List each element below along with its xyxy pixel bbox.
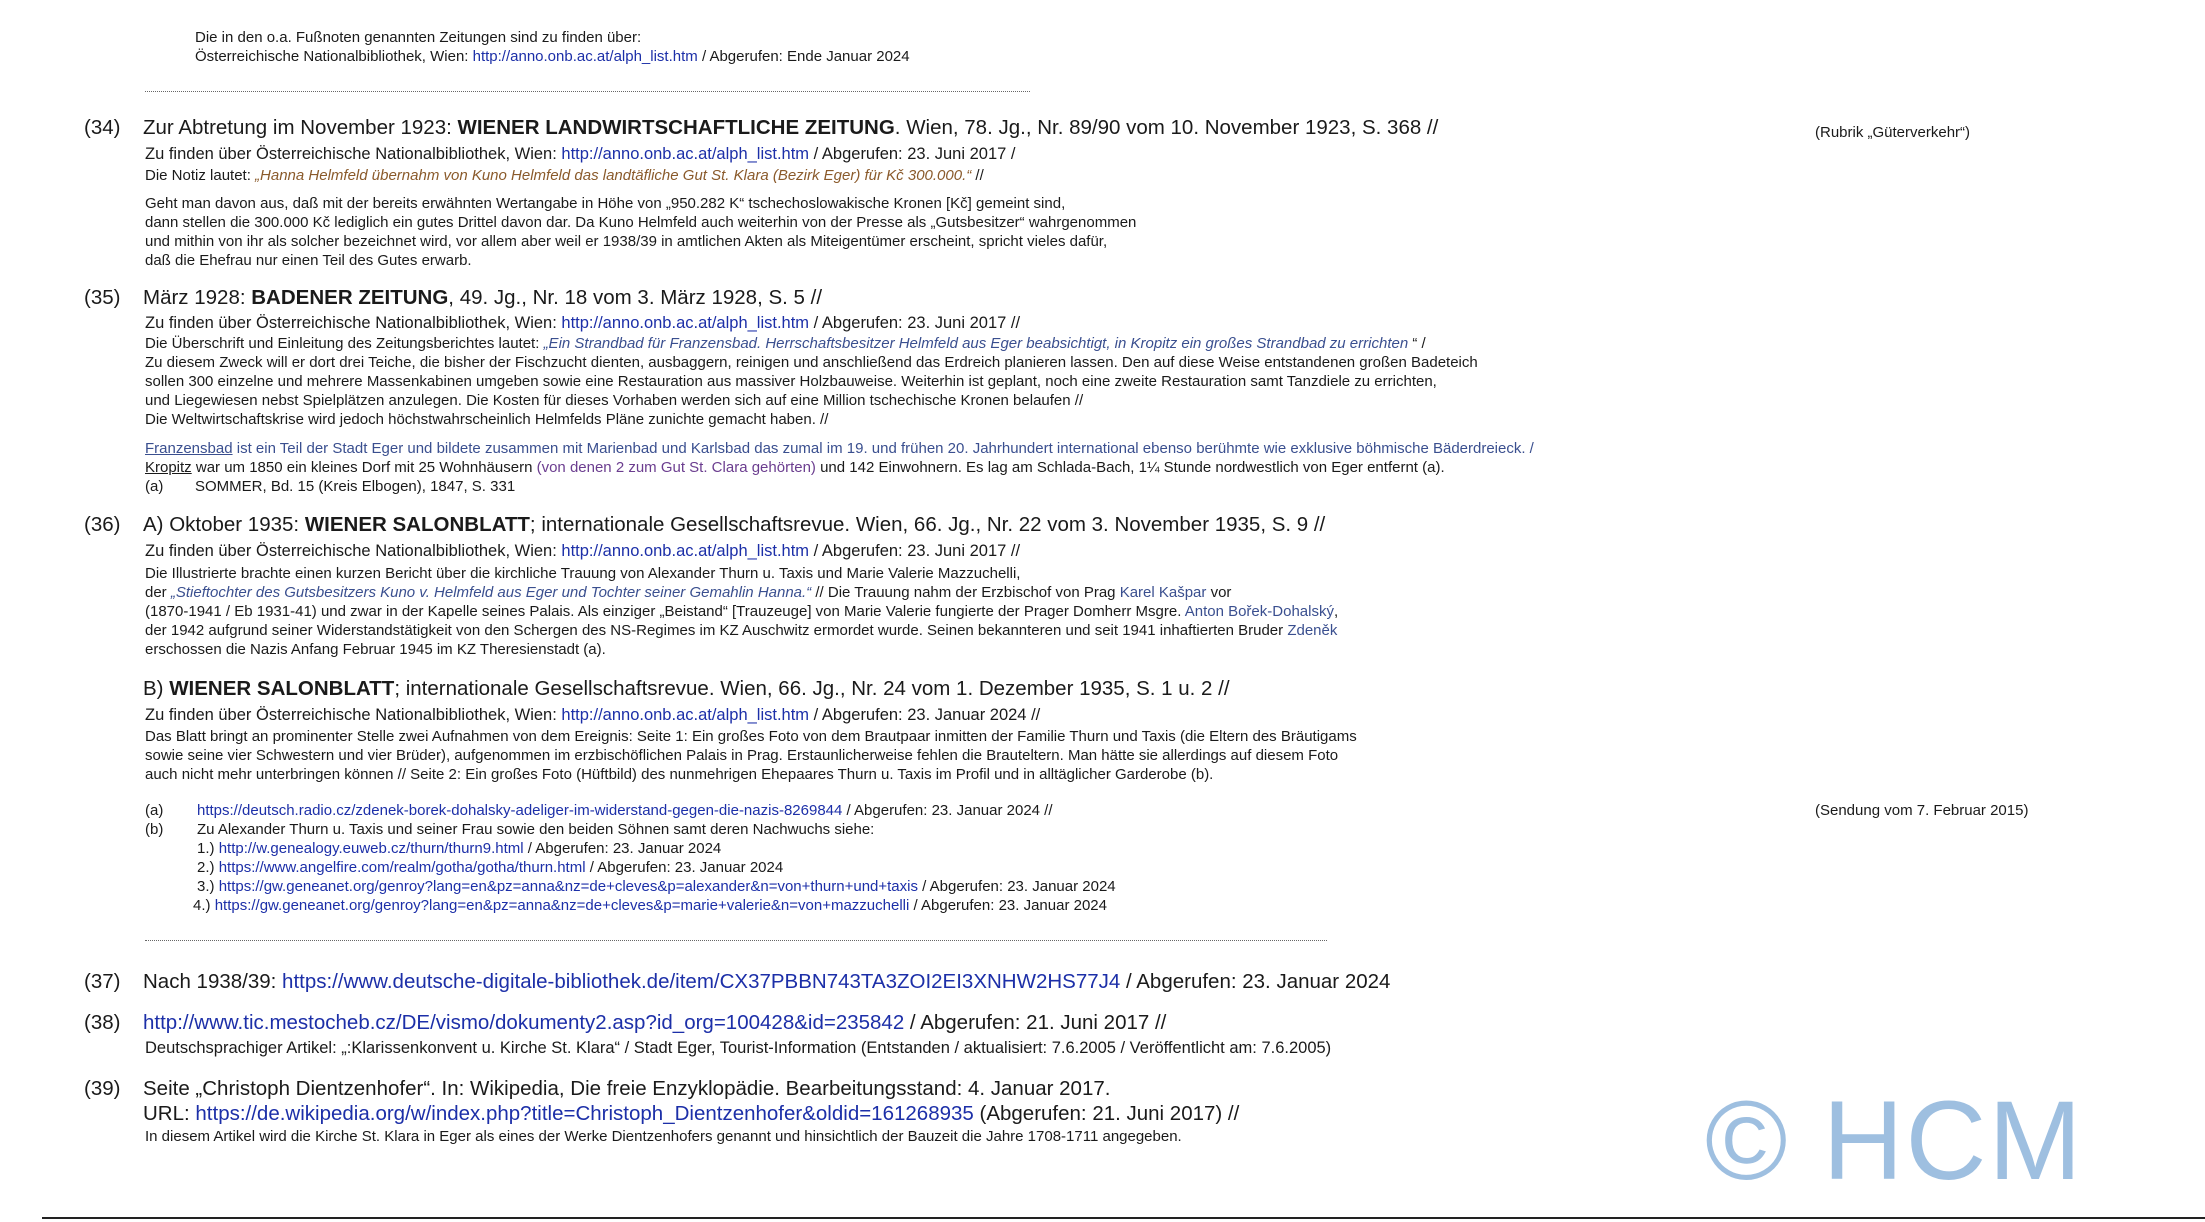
footnote-35-title [143,284,822,311]
source-link[interactable]: http://anno.onb.ac.at/alph_list.htm [561,145,810,163]
note-end: // [971,167,984,184]
intro-label: Die Überschrift und Einleitung des Zeitungsberichtes lautet: [145,335,544,352]
footnote-36-ref-b-label: (b) [145,821,164,838]
ref-retrieved: / Abgerufen: 23. Januar 2024 [585,859,784,876]
title-suffix: , 49. Jg., Nr. 18 vom 3. März 1928, S. 5 // [448,286,823,309]
source-text: Zu finden über Österreichische Nationalbibliothek, Wien: [145,145,562,163]
divider-top [145,91,1030,92]
title-suffix: . Wien, 78. Jg., Nr. 89/90 vom 10. November 1923, S. 368 // [894,116,1439,139]
ref-number: 3.) [197,878,219,895]
footnote-36-title-b [143,675,1230,702]
footnote-number-39: (39) [84,1077,121,1100]
footnote-36-ref-a-side: (Sendung vom 7. Februar 2015) [1815,802,2029,819]
wikipedia-link[interactable]: https://de.wikipedia.org/w/index.php?title=Christoph_Dientzenhofer&oldid=161268935 [195,1102,974,1125]
footnote-36-para-b3: auch nicht mehr unterbringen können // Seite 2: Ein großes Foto (Hüftbild) des nunmehrigen Ehepaares Thurn u. Taxis im Profil und in alltäglicher Garderobe (b). [145,766,1214,783]
footnote-35-para-4: Die Weltwirtschaftskrise wird jedoch höchstwahrscheinlich Helmfelds Pläne zunichte gemacht haben. // [145,411,829,428]
footnote-34-note [145,166,984,185]
footnote-39-line-1: Seite „Christoph Dientzenhofer“. In: Wikipedia, Die freie Enzyklopädie. Bearbeitungsstand: 4. Januar 2017. [143,1077,1111,1100]
title-suffix: ; internationale Gesellschaftsrevue. Wien, 66. Jg., Nr. 24 vom 1. Dezember 1935, S. 1 u. 2 // [394,677,1230,700]
intro-text: Die in den o.a. Fußnoten genannten Zeitungen sind zu finden über: [195,29,642,46]
footnote-35-kropitz [145,458,1445,477]
ref-list-item [197,877,1116,896]
title-prefix: März 1928: [143,286,252,309]
footnote-retrieved: / Abgerufen: 23. Januar 2024 [1120,970,1391,993]
intro-line-1 [195,28,641,47]
footnote-34-source [145,144,1015,164]
para-text: der [145,584,171,601]
kropitz-parenthetical: (von denen 2 zum Gut St. Clara gehörten) [536,459,816,476]
footnote-39-line-3: In diesem Artikel wird die Kirche St. Klara in Eger als eines der Werke Dientzenhofers genannt und hinsichtlich der Bauzeit die Jahre 1708-1711 angegeben. [145,1128,1182,1145]
footnote-37-text [143,968,1390,995]
ref-retrieved: / Abgerufen: 23. Januar 2024 // [842,802,1053,819]
copyright-watermark: © HCM [1705,1078,2084,1203]
footnote-number-35: (35) [84,286,121,309]
ref-link[interactable]: https://www.angelfire.com/realm/gotha/gotha/thurn.html [218,859,586,876]
ref-number: 4.) [193,897,215,914]
footnote-number-37: (37) [84,970,121,993]
footnote-36-para-a5: erschossen die Nazis Anfang Februar 1945 im KZ Theresienstadt (a). [145,641,606,658]
footnote-35-source [145,313,1020,333]
footnote-34-para-1: Geht man davon aus, daß mit der bereits erwähnten Wertangabe in Höhe von „950.282 K“ tschechoslowakische Kronen [Kč] gemeint sind, [145,195,1066,212]
title-suffix: ; internationale Gesellschaftsrevue. Wien, 66. Jg., Nr. 22 vom 3. November 1935, S. 9 // [529,513,1326,536]
title-prefix: A) Oktober 1935: [143,513,305,536]
intro-link[interactable]: http://anno.onb.ac.at/alph_list.htm [472,48,698,65]
source-retrieved: / Abgerufen: 23. Juni 2017 // [809,542,1021,560]
footnote-38-text [143,1009,1166,1036]
para-quote: „Stieftochter des Gutsbesitzers Kuno v. Helmfeld aus Eger und Tochter seiner Gemahlin Hanna.“ [170,584,812,601]
footnote-34-title [143,114,1438,141]
franzensbad-text: ist ein Teil der Stadt Eger und bildete zusammen mit Marienbad und Karlsbad das zumal im 19. und frühen 20. Jahrhundert international ebenso berühmte wie exklusive böhmische Bäderdreieck. / [232,440,1534,457]
footnote-number-38: (38) [84,1011,121,1034]
footnote-36-para-a3 [145,602,1338,621]
kropitz-text-end: und 142 Einwohnern. Es lag am Schlada-Bach, 1¼ Stunde nordwestlich von Eger entfernt (a). [815,459,1445,476]
person-name-zdenek: Zdeněk [1287,622,1338,639]
ref-retrieved: / Abgerufen: 23. Januar 2024 [523,840,722,857]
footnote-35-franzensbad [145,439,1534,458]
ref-list-item [193,896,1107,915]
para-text: (1870-1941 / Eb 1931-41) und zwar in der Kapelle seines Palais. Als einziger „Beistand“ [Trauzeuge] von Marie Valerie fungierte der Prager Domherr Msgre. [145,603,1185,620]
kropitz-text: war um 1850 ein kleines Dorf mit 25 Wohnhäusern [191,459,537,476]
ref-retrieved: / Abgerufen: 23. Januar 2024 [909,897,1107,914]
footnote-38-sub: Deutschsprachiger Artikel: „:Klarissenkonvent u. Kirche St. Klara“ / Stadt Eger, Tourist-Information (Entstanden / aktualisiert: 7.6.2005 / Veröffentlicht am: 7.6.2005) [145,1039,1332,1057]
source-text: Zu finden über Österreichische Nationalbibliothek, Wien: [145,542,562,560]
footnote-36-para-b2: sowie seine vier Schwestern und vier Brüder), aufgenommen im erzbischöflichen Palais in Prag. Erstaunlicherweise fehlen die Brauteltern. Man hätte sie allerdings auf diesem Foto [145,747,1339,764]
footnote-retrieved: (Abgerufen: 21. Juni 2017) // [973,1102,1240,1125]
ref-link[interactable]: https://gw.geneanet.org/genroy?lang=en&pz=anna&nz=de+cleves&p=marie+valerie&n=von+mazzuchelli [214,897,910,914]
footnote-36-ref-a [197,801,1053,820]
divider-middle [145,940,1327,941]
footnote-35-ref-a-label: (a) [145,478,164,495]
newspaper-name: BADENER ZEITUNG [251,286,449,309]
footnote-35-para-2: sollen 300 einzelne und mehrere Massenkabinen umgeben sowie eine Restauration aus massiver Holzbauweise. Weiterhin ist geplant, noch eine zweite Restauration samt Tanzdiele zu errichten, [145,373,1437,390]
note-label: Die Notiz lautet: [145,167,256,184]
footnote-34-side-note: (Rubrik „Güterverkehr“) [1815,124,1971,141]
ref-list-item [197,839,721,858]
intro-source: Österreichische Nationalbibliothek, Wien: [195,48,473,65]
ref-link[interactable]: https://gw.geneanet.org/genroy?lang=en&pz=anna&nz=de+cleves&p=alexander&n=von+thurn+und+taxis [218,878,918,895]
footnote-34-para-3: und mithin von ihr als solcher bezeichnet wird, vor allem aber weil er 1938/39 in amtlichen Akten als Miteigentümer erscheint, spricht vieles dafür, [145,233,1108,250]
footnote-number-36: (36) [84,513,121,536]
intro-retrieved: / Abgerufen: Ende Januar 2024 [697,48,910,65]
intro-line-2 [195,47,910,66]
franzensbad-term: Franzensbad [145,440,233,457]
footnote-35-intro [145,334,1426,353]
newspaper-name: WIENER SALONBLATT [169,677,395,700]
footnote-34-para-4: daß die Ehefrau nur einen Teil des Gutes erwarb. [145,252,472,269]
footnote-text: Nach 1938/39: [143,970,283,993]
footnote-36-ref-b-text: Zu Alexander Thurn u. Taxis und seiner Frau sowie den beiden Söhnen samt deren Nachwuchs siehe: [197,821,875,838]
title-prefix: Zur Abtretung im November 1923: [143,116,458,139]
footnote-36-title-a [143,511,1325,538]
para-text-end: vor [1206,584,1232,601]
note-quote: „Hanna Helmfeld übernahm von Kuno Helmfeld das landtäfliche Gut St. Klara (Bezirk Eger) für Kč 300.000.“ [255,167,972,184]
source-retrieved: / Abgerufen: 23. Januar 2024 // [809,706,1041,724]
intro-end: “ / [1408,335,1426,352]
footnote-36-ref-a-label: (a) [145,802,164,819]
footnote-36-source-b [145,705,1040,725]
ref-retrieved: / Abgerufen: 23. Januar 2024 [917,878,1116,895]
source-retrieved: / Abgerufen: 23. Juni 2017 // [809,314,1021,332]
intro-quote: „Ein Strandbad für Franzensbad. Herrschaftsbesitzer Helmfeld aus Eger beabsichtigt, in Kropitz ein großes Strandbad zu errichten [543,335,1409,352]
newspaper-name: WIENER SALONBLATT [304,513,530,536]
para-text: der 1942 aufgrund seiner Widerstandstätigkeit von den Schergen des NS-Regimes im KZ Auschwitz ermordet wurde. Seinen bekannteren und seit 1941 inhaftierten Bruder [145,622,1288,639]
source-text: Zu finden über Österreichische Nationalbibliothek, Wien: [145,314,562,332]
source-text: Zu finden über Österreichische Nationalbibliothek, Wien: [145,706,562,724]
footnote-number-34: (34) [84,116,121,139]
ref-number: 1.) [197,840,219,857]
tic-link[interactable]: http://www.tic.mestocheb.cz/DE/vismo/dokumenty2.asp?id_org=100428&id=235842 [143,1011,905,1034]
ddb-link[interactable]: https://www.deutsche-digitale-bibliothek.de/item/CX37PBBN743TA3ZOI2EI3XNHW2HS77J4 [282,970,1121,993]
footnote-retrieved: / Abgerufen: 21. Juni 2017 // [904,1011,1167,1034]
ref-list-item [197,858,783,877]
footnote-35-para-1: Zu diesem Zweck will er dort drei Teiche, die bisher der Fischzucht dienten, ausbaggern, reinigen und anschließend das Erdreich planieren lassen. Den auf diese Weise entstandenen großen Badeteich [145,354,1478,371]
kropitz-term: Kropitz [145,459,192,476]
footnote-34-para-2: dann stellen die 300.000 Kč lediglich ein gutes Drittel davon dar. Da Kuno Helmfeld auch weiterhin von der Presse als „Gutsbesitzer“ wahrgenommen [145,214,1137,231]
ref-number: 2.) [197,859,219,876]
person-name-kaspar: Karel Kašpar [1119,584,1207,601]
ref-link[interactable]: http://w.genealogy.euweb.cz/thurn/thurn9.html [218,840,524,857]
footnote-36-para-a2 [145,583,1231,602]
source-link[interactable]: http://anno.onb.ac.at/alph_list.htm [561,706,810,724]
source-link[interactable]: http://anno.onb.ac.at/alph_list.htm [561,542,810,560]
para-text-end: , [1333,603,1339,620]
footnote-36-para-b1: Das Blatt bringt an prominenter Stelle zwei Aufnahmen von dem Ereignis: Seite 1: Ein großes Foto von dem Brautpaar inmitten der Familie Thurn und Taxis (die Eltern des Bräutigams [145,728,1357,745]
newspaper-name: WIENER LANDWIRTSCHAFTLICHE ZEITUNG [457,116,895,139]
footnote-39-line-2 [143,1100,1239,1127]
ref-link-radio[interactable]: https://deutsch.radio.cz/zdenek-borek-dohalsky-adeliger-im-widerstand-gegen-die-nazis-8269844 [197,802,843,819]
footnote-36-source-a [145,541,1020,561]
page-bottom-rule [42,1217,2205,1219]
url-label: URL: [143,1102,196,1125]
title-prefix: B) [143,677,170,700]
source-link[interactable]: http://anno.onb.ac.at/alph_list.htm [561,314,810,332]
footnote-36-para-a1: Die Illustrierte brachte einen kurzen Bericht über die kirchliche Trauung von Alexander Thurn u. Taxis und Marie Valerie Mazzuchelli, [145,565,1021,582]
footnote-35-ref-a-text: SOMMER, Bd. 15 (Kreis Elbogen), 1847, S. 331 [195,478,516,495]
source-retrieved: / Abgerufen: 23. Juni 2017 / [809,145,1016,163]
person-name-borek: Anton Bořek-Dohalský [1184,603,1334,620]
para-text-mid: // Die Trauung nahm der Erzbischof von Prag [811,584,1120,601]
footnote-36-para-a4 [145,621,1337,640]
footnote-35-para-3: und Liegewiesen nebst Spielplätzen anzulegen. Die Kosten für dieses Vorhaben werden sich auf eine Million tschechische Kronen belaufen // [145,392,1084,409]
